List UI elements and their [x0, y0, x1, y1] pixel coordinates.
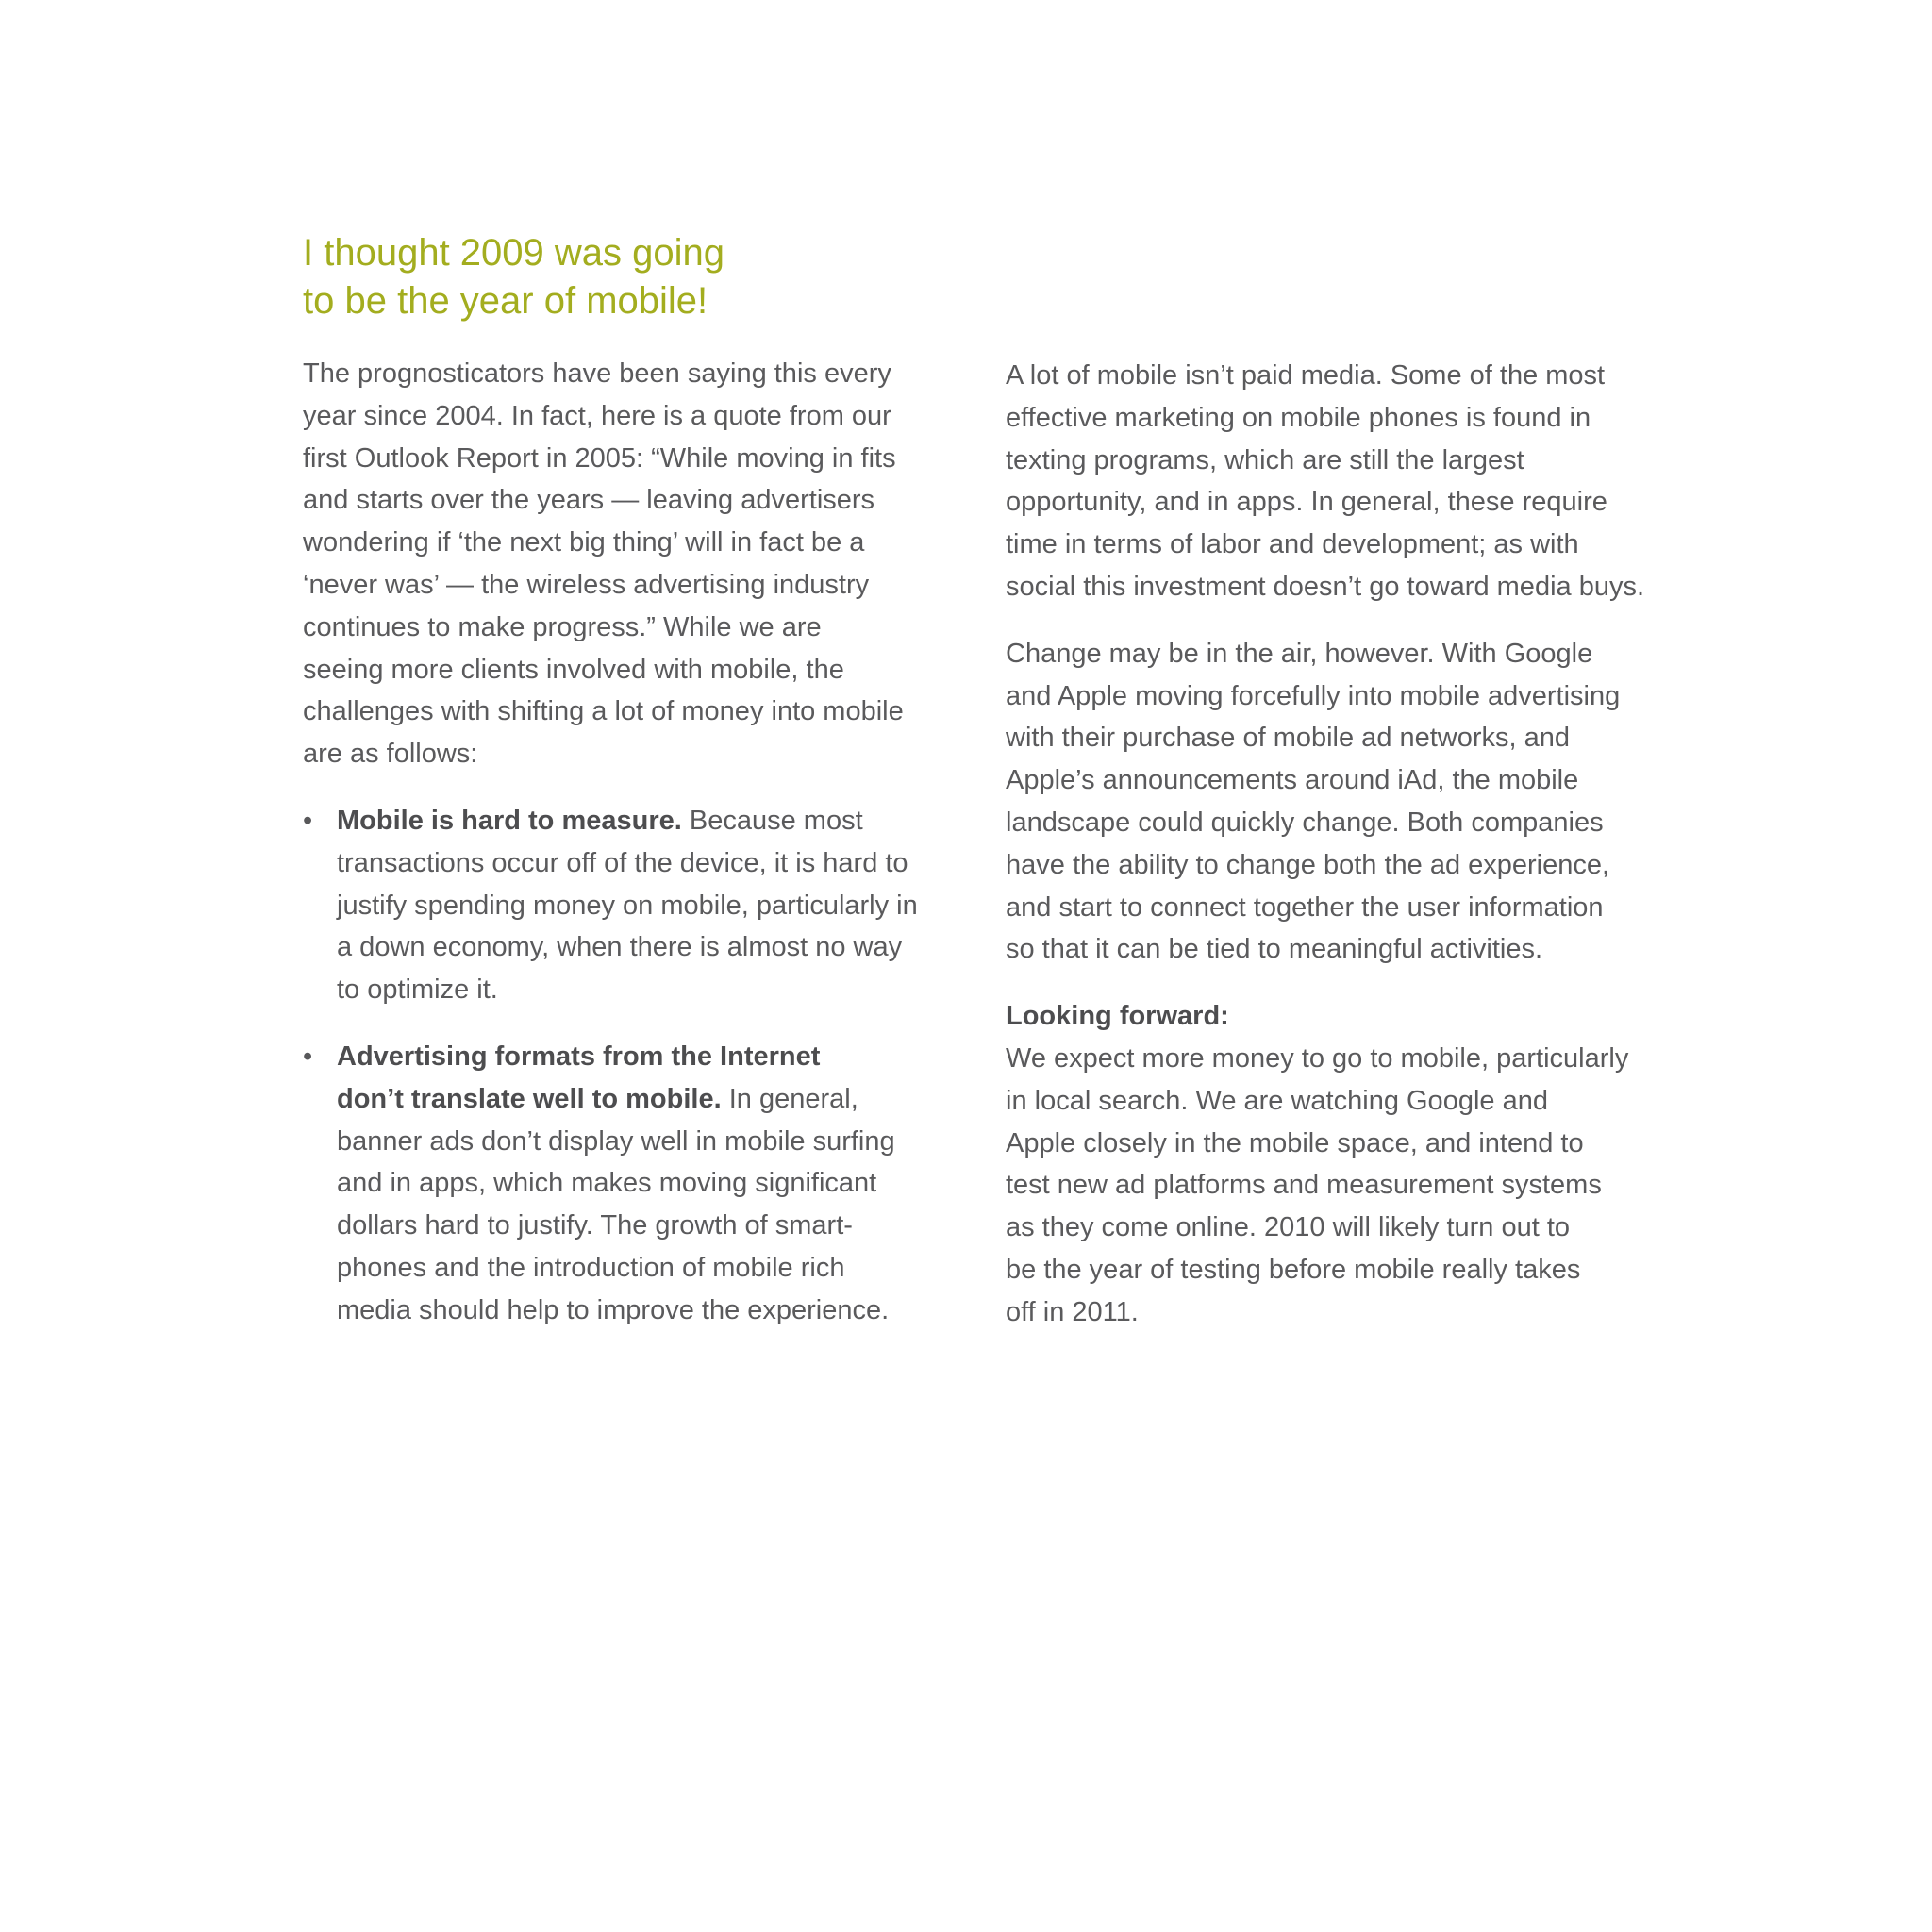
challenges-list: [303, 800, 954, 1332]
list-item: [303, 800, 954, 1011]
bullet-lead: Mobile is hard to measure.: [337, 805, 682, 836]
looking-forward-heading: Looking forward:: [1006, 1001, 1229, 1032]
intro-paragraph: The prognosticators have been saying this every year since 2004. In fact, here is a quote from our first Outlook Report in 2005: “While moving in fits and starts over the years — leaving advertisers wondering if ‘the next big thing’ will in fact be a ‘never was’ — the wireless advertising industry continues to make progress.” While we are seeing more clients involved with mobile, the challenges with shifting a lot of money into mobile are as follows:: [303, 358, 904, 770]
list-item: [303, 1036, 954, 1332]
right-column: [1006, 355, 1657, 1358]
bullet-body: Because most transactions occur off of the device, it is hard to justify spending money on mobile, particularly in a down economy, when there is almost no way to optimize it.: [337, 805, 918, 1006]
outlook-paragraph: We expect more money to go to mobile, particularly in local search. We are watching Google and Apple closely in the mobile space, and intend to test new ad platforms and measurement systems as they come online. 2010 will likely turn out to be the year of testing before mobile really takes off in 2011.: [1006, 1042, 1629, 1327]
bullet-lead: Advertising formats from the Internet don’t translate well to mobile.: [337, 1041, 821, 1114]
bullet-text: [337, 806, 918, 1005]
bullet-icon: •: [303, 805, 313, 836]
paid-media-paragraph: A lot of mobile isn’t paid media. Some of the most effective marketing on mobile phones is found in texting programs, which are still the largest opportunity, and in apps. In general, these require time in terms of labor and development; as with social this investment doesn’t go toward media buys.: [1006, 360, 1645, 602]
bullet-icon: •: [303, 1041, 313, 1072]
bullet-text: [337, 1041, 895, 1325]
page-title: I thought 2009 was going to be the year of mobile!: [303, 232, 725, 322]
change-paragraph: Change may be in the air, however. With Google and Apple moving forcefully into mobile advertising with their purchase of mobile ad networks, and Apple’s announcements around iAd, the mobile landscape could quickly change. Both companies have the ability to change both the ad experience, and start to connect together the user information so that it can be tied to meaningful activities.: [1006, 638, 1621, 965]
bullet-body: In general, banner ads don’t display well in mobile surfing and in apps, which makes moving significant dollars hard to justify. The growth of smart- phones and the introduction of mobile rich media should help to improve the experience.: [337, 1083, 895, 1325]
left-column: [303, 353, 954, 1357]
